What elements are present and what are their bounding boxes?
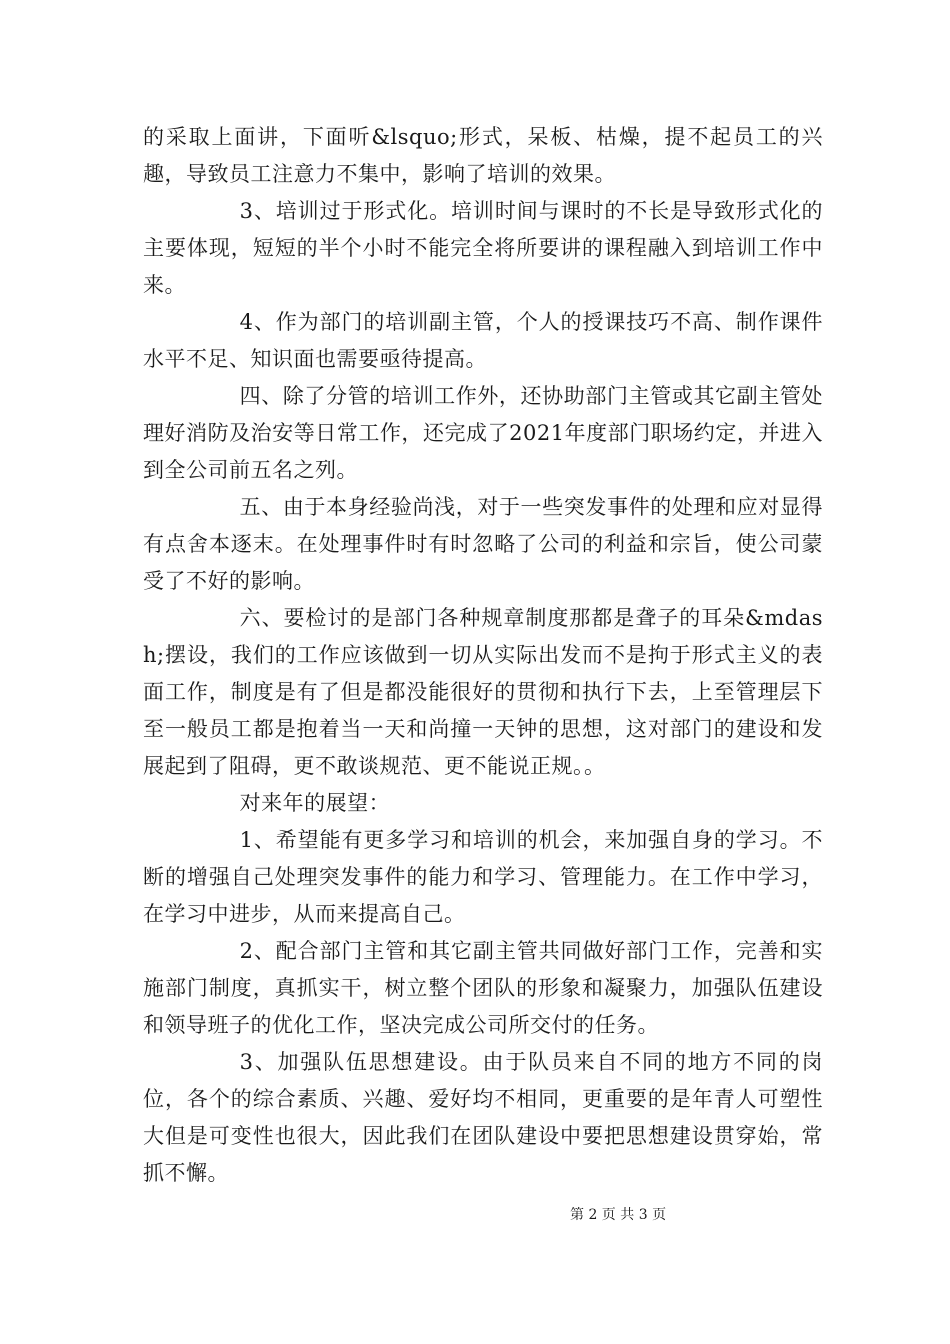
paragraph-5: 五、由于本身经验尚浅，对于一些突发事件的处理和应对显得有点舍本逐末。在处理事件时有时忽略了公司的利益和宗旨，使公司蒙受了不好的影响。: [143, 495, 823, 593]
paragraph-8: 1、希望能有更多学习和培训的机会，来加强自身的学习。不断的增强自己处理突发事件的能力和学习、管理能力。在工作中学习，在学习中进步，从而来提高自己。: [143, 828, 823, 926]
paragraph-7: 对来年的展望：: [239, 791, 391, 815]
paragraph-4: 四、除了分管的培训工作外，还协助部门主管或其它副主管处理好消防及治安等日常工作，还完成了2021年度部门职场约定，并进入到全公司前五名之列。: [143, 384, 823, 482]
document-body: [143, 119, 823, 1192]
paragraph-2: 3、培训过于形式化。培训时间与课时的不长是导致形式化的主要体现，短短的半个小时不能完全将所要讲的课程融入到培训工作中来。: [143, 199, 823, 297]
paragraph-10: 3、加强队伍思想建设。由于队员来自不同的地方不同的岗位，各个的综合素质、兴趣、爱好均不相同，更重要的是年青人可塑性大但是可变性也很大，因此我们在团队建设中要把思想建设贯穿始，常抓不懈。: [143, 1050, 823, 1185]
paragraph-1: 的采取上面讲，下面听&lsquo;形式，呆板、枯燥，提不起员工的兴趣，导致员工注意力不集中，影响了培训的效果。: [143, 125, 823, 186]
paragraph-6: 六、要检讨的是部门各种规章制度那都是聋子的耳朵&mdash;摆设，我们的工作应该做到一切从实际出发而不是拘于形式主义的表面工作，制度是有了但是都没能很好的贯彻和执行下去，上至管理层下至一般员工都是抱着当一天和尚撞一天钟的思想，这对部门的建设和发展起到了阻碍，更不敢谈规范、更不能说正规。。: [143, 606, 823, 778]
page-number-footer: 第 2 页 共 3 页: [570, 1207, 667, 1223]
paragraph-3: 4、作为部门的培训副主管，个人的授课技巧不高、制作课件水平不足、知识面也需要亟待提高。: [143, 310, 823, 371]
paragraph-9: 2、配合部门主管和其它副主管共同做好部门工作，完善和实施部门制度，真抓实干，树立整个团队的形象和凝聚力，加强队伍建设和领导班子的优化工作，坚决完成公司所交付的任务。: [143, 939, 823, 1037]
